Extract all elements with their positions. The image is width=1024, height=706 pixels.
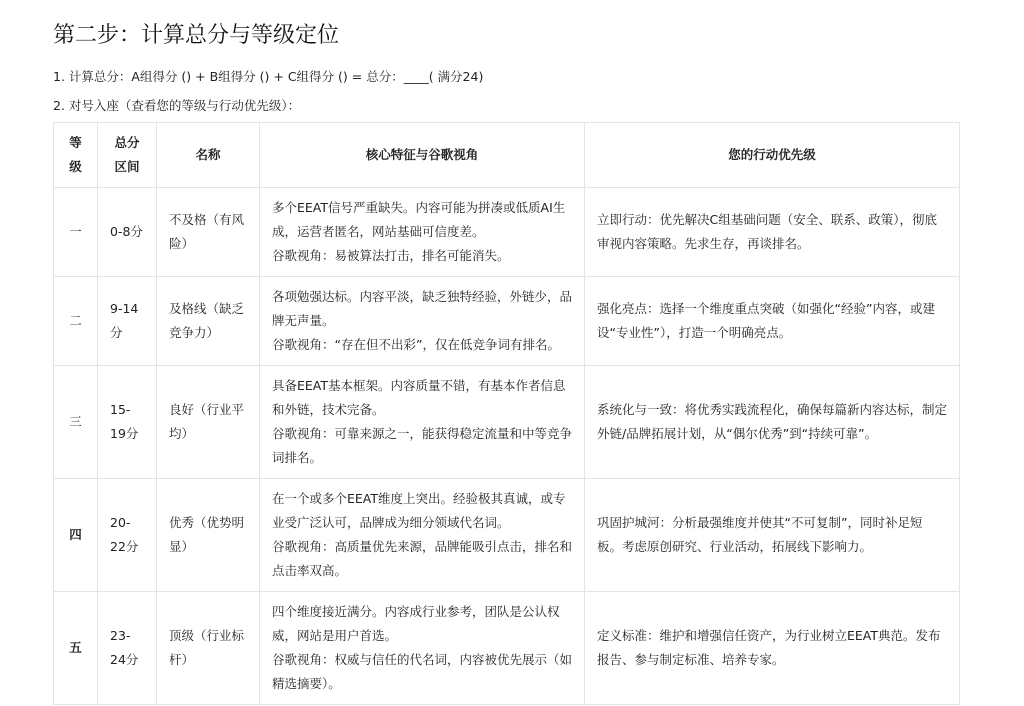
range-cell: 9-14分 — [98, 277, 157, 366]
range-cell: 23-24分 — [98, 592, 157, 705]
action-cell: 定义标准：维护和增强信任资产，为行业树立EEAT典范。发布报告、参与制定标准、培养专家。 — [585, 592, 960, 705]
feature-cell — [260, 188, 585, 277]
feature-text: 在一个或多个EEAT维度上突出。经验极其真诚，或专业受广泛认可，品牌成为细分领域代名词。 — [272, 491, 566, 530]
google-text: 谷歌视角：权威与信任的代名词，内容被优先展示（如精选摘要）。 — [272, 652, 573, 691]
google-text: 谷歌视角：易被算法打击，排名可能消失。 — [272, 248, 510, 263]
grade-table — [53, 122, 960, 705]
range-cell: 20-22分 — [98, 479, 157, 592]
header-feature: 核心特征与谷歌视角 — [260, 123, 585, 188]
name-cell: 及格线（缺乏竞争力） — [157, 277, 260, 366]
step-1-text: 1. 计算总分：A组得分 () + B组得分 () + C组得分 () = 总分：____( 满分24) — [53, 69, 484, 84]
feature-cell — [260, 366, 585, 479]
action-cell: 巩固护城河：分析最强维度并使其“不可复制”，同时补足短板。考虑原创研究、行业活动，拓展线下影响力。 — [585, 479, 960, 592]
grade-cell: 一 — [54, 188, 98, 277]
table-header-row — [54, 123, 960, 188]
google-text: 谷歌视角：“存在但不出彩”，仅在低竞争词有排名。 — [272, 337, 560, 352]
table-row — [54, 366, 960, 479]
grade-cell: 二 — [54, 277, 98, 366]
feature-text: 多个EEAT信号严重缺失。内容可能为拼凑或低质AI生成，运营者匿名，网站基础可信度差。 — [272, 200, 566, 239]
page-title: 第二步：计算总分与等级定位 — [53, 23, 340, 48]
table-row — [54, 592, 960, 705]
action-cell: 系统化与一致：将优秀实践流程化，确保每篇新内容达标，制定外链/品牌拓展计划，从“偶尔优秀”到“持续可靠”。 — [585, 366, 960, 479]
name-cell: 不及格（有风险） — [157, 188, 260, 277]
name-cell: 顶级（行业标杆） — [157, 592, 260, 705]
table-row — [54, 479, 960, 592]
feature-text: 各项勉强达标。内容平淡，缺乏独特经验，外链少，品牌无声量。 — [272, 289, 573, 328]
header-range: 总分区间 — [98, 123, 157, 188]
feature-cell — [260, 479, 585, 592]
header-action: 您的行动优先级 — [585, 123, 960, 188]
action-cell: 强化亮点：选择一个维度重点突破（如强化“经验”内容，或建设“专业性”），打造一个明确亮点。 — [585, 277, 960, 366]
feature-cell — [260, 277, 585, 366]
range-cell: 0-8分 — [98, 188, 157, 277]
header-name: 名称 — [157, 123, 260, 188]
name-cell: 良好（行业平均） — [157, 366, 260, 479]
table-row — [54, 188, 960, 277]
feature-text: 四个维度接近满分。内容成行业参考，团队是公认权威，网站是用户首选。 — [272, 604, 560, 643]
google-text: 谷歌视角：高质量优先来源，品牌能吸引点击，排名和点击率双高。 — [272, 539, 573, 578]
range-cell: 15-19分 — [98, 366, 157, 479]
name-cell: 优秀（优势明显） — [157, 479, 260, 592]
action-cell: 立即行动：优先解决C组基础问题（安全、联系、政策），彻底审视内容策略。先求生存，再谈排名。 — [585, 188, 960, 277]
step-2-text: 2. 对号入座（查看您的等级与行动优先级）： — [53, 98, 301, 113]
grade-cell: 三 — [54, 366, 98, 479]
grade-cell: 四 — [54, 479, 98, 592]
feature-cell — [260, 592, 585, 705]
grade-cell: 五 — [54, 592, 98, 705]
table-row — [54, 277, 960, 366]
feature-text: 具备EEAT基本框架。内容质量不错，有基本作者信息和外链，技术完备。 — [272, 378, 566, 417]
header-grade: 等级 — [54, 123, 98, 188]
google-text: 谷歌视角：可靠来源之一，能获得稳定流量和中等竞争词排名。 — [272, 426, 573, 465]
